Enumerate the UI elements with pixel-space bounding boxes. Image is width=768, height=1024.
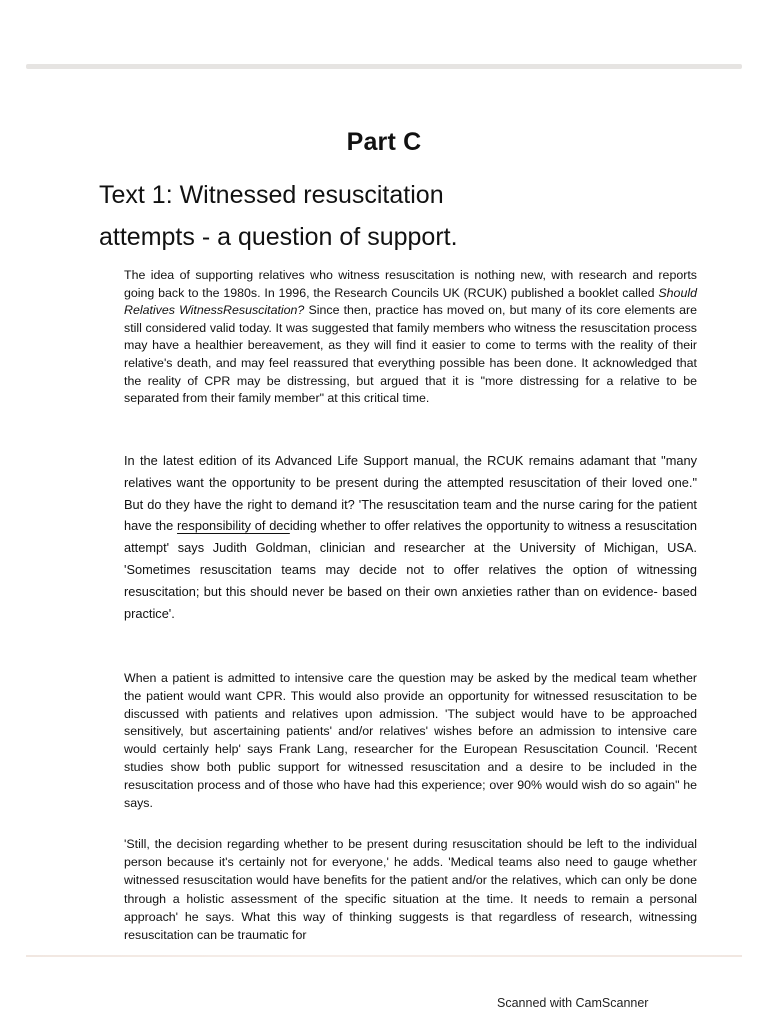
page-top-edge	[26, 64, 742, 69]
paragraph-1-text-a: The idea of supporting relatives who witness resuscitation is nothing new, with research and reports going back to the 1980s. In 1996, the Research Councils UK (RCUK) published a booklet called	[124, 268, 697, 300]
paragraph-1	[124, 267, 697, 408]
text-title	[99, 174, 659, 258]
paragraph-4: 'Still, the decision regarding whether to be present during resuscitation should be left to the individual person because it's certainly not for everyone,' he adds. 'Medical teams also need to gauge whether witnessed resuscitation would have benefits for the patient and/or the relatives, which can only be done through a holistic assessment of the specific situation at the time. It needs to remain a personal approach' he says. What this way of thinking suggests is that regardless of research, witnessing resuscitation can be traumatic for	[124, 837, 697, 943]
booklet-title: Should Relatives WitnessResuscitation?	[124, 285, 697, 318]
paragraph-1-text-b: Since then, practice has moved on, but many of its core elements are still considered valid today. It was suggested that family members who witness the resuscitation process may have a healthier bereavement, as they will find it easier to come to terms with the reality of their relative's death, and may feel reassured that everything possible has been done. It acknowledged that the reality of CPR may be distressing, but argued that it is "more distressing for a relative to be separated from their family member" at this critical time.	[124, 303, 697, 406]
underlined-phrase: responsibility of dec	[177, 518, 290, 534]
scanner-watermark: Scanned with CamScanner	[497, 996, 649, 1010]
part-heading: Part C	[346, 128, 422, 156]
paragraph-3: When a patient is admitted to intensive care the question may be asked by the medical team whether the patient would want CPR. This would also provide an opportunity for witnessed resuscitation to be discussed with patients and relatives upon admission. 'The subject would have to be approached sensitively, but ascertaining patients' and/or relatives' wishes before an admission to intensive care would certainly help' says Frank Lang, researcher for the European Resuscitation Council. 'Recent studies show both public support for witnessed resuscitation and a desire to be included in the resuscitation process and of those who have had this experience; over 90% would wish do so again" he says.	[124, 671, 697, 810]
page-bottom-edge	[26, 955, 742, 957]
text-title-line-2: attempts - a question of support.	[99, 223, 458, 251]
paragraph-2-text-a: In the latest edition of its Advanced Life Support manual, the RCUK remains adamant that "many relatives want the opportunity to be present during the attempted resuscitation of their loved one." But do they have the right to demand it? 'The resuscitation team and the nurse caring for the patient have the	[124, 453, 697, 534]
text-title-line-1: Text 1: Witnessed resuscitation	[99, 181, 444, 209]
paragraph-2-text-b: iding whether to offer relatives the opportunity to witness a resuscitation attempt' says Judith Goldman, clinician and researcher at the University of Michigan, USA. 'Sometimes resuscitation teams may decide not to offer relatives the option of witnessing resuscitation; but this should never be based on their own anxieties rather than on evidence- based practice'.	[124, 518, 697, 621]
paragraph-2	[124, 450, 697, 624]
